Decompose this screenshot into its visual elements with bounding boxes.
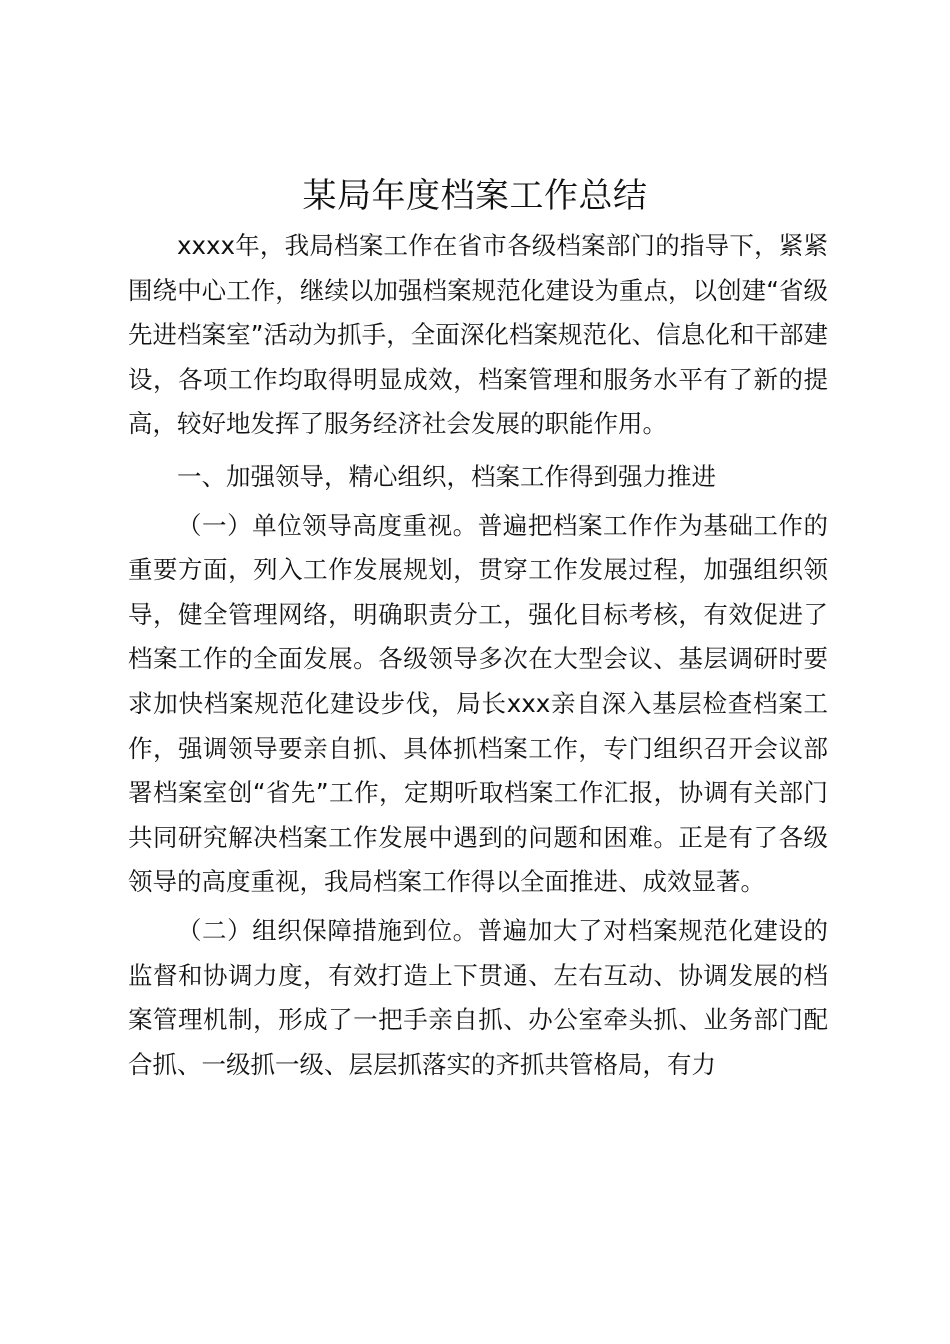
document-body [128,224,828,1087]
intro-paragraph: xxxx年，我局档案工作在省市各级档案部门的指导下，紧紧围绕中心工作，继续以加强档案规范化建设为重点，以创建“省级先进档案室”活动为抓手，全面深化档案规范化、信息化和干部建设，各项工作均取得明显成效，档案管理和服务水平有了新的提高，较好地发挥了服务经济社会发展的职能作用。 [128,231,828,439]
subsection-paragraph-2: （二）组织保障措施到位。普遍加大了对档案规范化建设的监督和协调力度，有效打造上下贯通、左右互动、协调发展的档案管理机制，形成了一把手亲自抓、办公室牵头抓、业务部门配合抓、一级抓一级、层层抓落实的齐抓共管格局，有力 [128,915,828,1079]
subsection-paragraph-1: （一）单位领导高度重视。普遍把档案工作作为基础工作的重要方面，列入工作发展规划，贯穿工作发展过程，加强组织领导，健全管理网络，明确职责分工，强化目标考核，有效促进了档案工作的全面发展。各级领导多次在大型会议、基层调研时要求加快档案规范化建设步伐，局长xxx亲自深入基层检查档案工作，强调领导要亲自抓、具体抓档案工作，专门组织召开会议部署档案室创“省先”工作，定期听取档案工作汇报，协调有关部门共同研究解决档案工作发展中遇到的问题和困难。正是有了各级领导的高度重视，我局档案工作得以全面推进、成效显著。 [128,510,828,897]
section-heading-1: 一、加强领导，精心组织，档案工作得到强力推进 [177,461,716,491]
document-title: 某局年度档案工作总结 [302,176,648,216]
